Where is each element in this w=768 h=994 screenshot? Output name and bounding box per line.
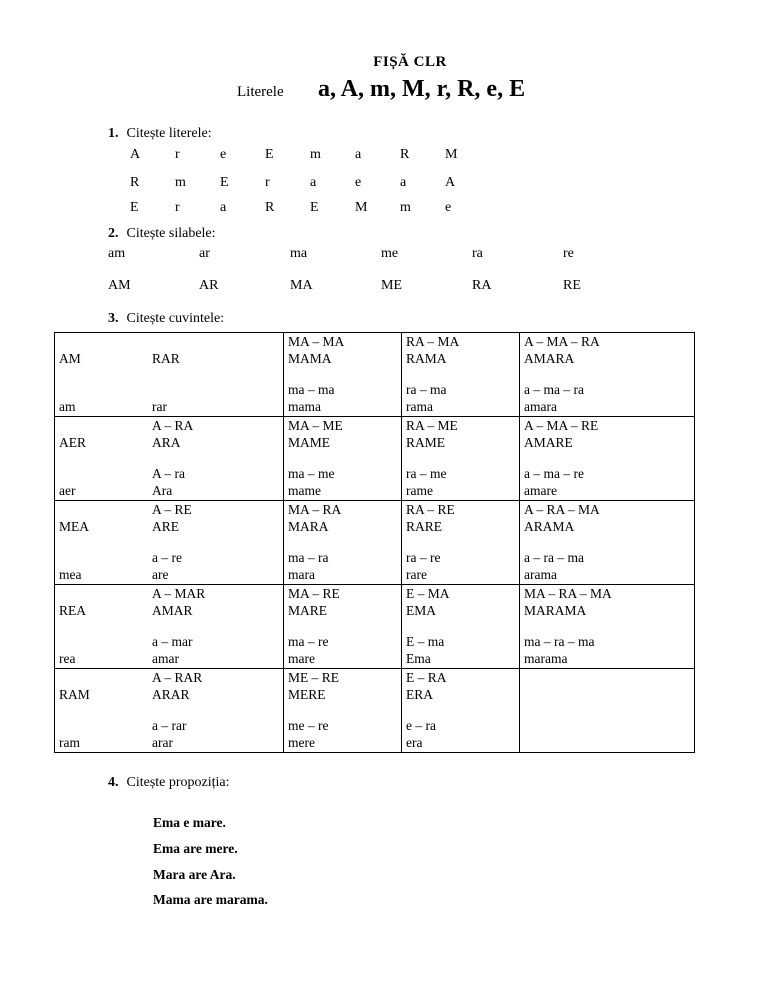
syllable: AR xyxy=(199,278,219,293)
section-4-text: Citește propoziția: xyxy=(126,775,230,790)
cell-line: me – re xyxy=(288,718,329,733)
cell-line: ma – me xyxy=(288,466,335,481)
cell-line: ra – ma xyxy=(406,382,447,397)
cell-line: MAMA xyxy=(288,351,332,366)
sentence: Ema are mere. xyxy=(153,841,238,856)
sentence: Ema e mare. xyxy=(153,815,226,830)
cell-line: MA – RA – MA xyxy=(524,586,612,601)
cell-line: RAR xyxy=(152,351,180,366)
syllable-split-cell xyxy=(148,333,284,417)
cell-line: A – MA – RE xyxy=(524,418,599,433)
letters-row-2 xyxy=(130,175,490,191)
syllable-split-cell xyxy=(148,501,284,585)
letter: m xyxy=(175,175,186,190)
cell-line: A – RE xyxy=(152,502,192,517)
syllable: ar xyxy=(199,246,210,261)
cell-line: ARE xyxy=(152,519,179,534)
word-lower: ram xyxy=(59,735,80,750)
cell-line: A – MA – RA xyxy=(524,334,600,349)
sentence: Mara are Ara. xyxy=(153,867,236,882)
section-1-heading xyxy=(108,126,212,142)
cell-line: RAMA xyxy=(406,351,447,366)
subtitle-label: Literele xyxy=(237,84,284,100)
word-cell xyxy=(55,333,149,417)
syllable-split-cell xyxy=(402,585,520,669)
cell-line: a – ma – re xyxy=(524,466,584,481)
word-upper: AER xyxy=(59,435,86,450)
syllables-upper-row xyxy=(108,278,654,294)
letter: e xyxy=(355,175,362,190)
syllable-split-cell xyxy=(284,501,402,585)
cell-line: arama xyxy=(524,567,557,582)
table-row xyxy=(55,585,695,669)
letter: m xyxy=(400,200,411,215)
word-upper: AM xyxy=(59,351,81,366)
cell-line: ARAMA xyxy=(524,519,575,534)
word-lower: rea xyxy=(59,651,76,666)
cell-line: mere xyxy=(288,735,315,750)
section-3-heading xyxy=(108,311,224,327)
cell-line: MERE xyxy=(288,687,326,702)
cell-line: ARA xyxy=(152,435,181,450)
section-4-heading xyxy=(108,775,230,791)
cell-line: MAME xyxy=(288,435,331,450)
cell-line: ERA xyxy=(406,687,433,702)
syllable-split-cell xyxy=(402,669,520,753)
word-cell xyxy=(55,417,149,501)
letter: E xyxy=(310,200,319,215)
cell-line: ma – ra – ma xyxy=(524,634,595,649)
syllable: ME xyxy=(381,278,402,293)
syllable: am xyxy=(108,246,126,261)
letters-row-1 xyxy=(130,147,490,163)
word-lower: aer xyxy=(59,483,76,498)
cell-line: ma – re xyxy=(288,634,329,649)
syllable: me xyxy=(381,246,399,261)
section-4-number: 4. xyxy=(108,775,119,790)
cell-line: amare xyxy=(524,483,557,498)
table-row xyxy=(55,417,695,501)
cell-line: a – ma – ra xyxy=(524,382,584,397)
letter: E xyxy=(265,147,274,162)
cell-line: mare xyxy=(288,651,315,666)
cell-line: AMAR xyxy=(152,603,193,618)
syllable: ra xyxy=(472,246,483,261)
cell-line: ARAR xyxy=(152,687,190,702)
cell-line: ma – ma xyxy=(288,382,335,397)
word-upper: RAM xyxy=(59,687,90,702)
letter: a xyxy=(310,175,317,190)
letter: E xyxy=(130,200,139,215)
cell-line: marama xyxy=(524,651,568,666)
cell-line: a – re xyxy=(152,550,182,565)
section-2-text: Citește silabele: xyxy=(126,226,216,241)
letter: M xyxy=(445,147,458,162)
letter: a xyxy=(220,200,227,215)
cell-line: A – RA – MA xyxy=(524,502,600,517)
section-3-number: 3. xyxy=(108,311,119,326)
cell-line: rama xyxy=(406,399,433,414)
cell-line: A – RAR xyxy=(152,670,203,685)
cell-line: ME – RE xyxy=(288,670,340,685)
cell-line: rar xyxy=(152,399,167,414)
section-3-text: Citește cuvintele: xyxy=(126,311,225,326)
cell-line: rare xyxy=(406,567,427,582)
letter: R xyxy=(265,200,275,215)
cell-line: are xyxy=(152,567,169,582)
word-upper: MEA xyxy=(59,519,89,534)
table-row xyxy=(55,501,695,585)
cell-line: EMA xyxy=(406,603,436,618)
word-cell xyxy=(55,585,149,669)
cell-line: mame xyxy=(288,483,321,498)
letter: E xyxy=(220,175,229,190)
section-2-heading xyxy=(108,226,216,242)
syllable-split-cell xyxy=(520,333,695,417)
syllable: RA xyxy=(472,278,492,293)
cell-line: AMARE xyxy=(524,435,573,450)
letter: r xyxy=(265,175,270,190)
cell-line: A – RA xyxy=(152,418,194,433)
syllable: MA xyxy=(290,278,313,293)
cell-line: era xyxy=(406,735,423,750)
cell-line: MA – RE xyxy=(288,586,340,601)
cell-line: a – rar xyxy=(152,718,187,733)
cell-line: MA – MA xyxy=(288,334,345,349)
cell-line: mara xyxy=(288,567,315,582)
letter: a xyxy=(400,175,407,190)
cell-line: arar xyxy=(152,735,173,750)
section-1-number: 1. xyxy=(108,126,119,141)
table-row xyxy=(55,333,695,417)
cell-line: RAME xyxy=(406,435,446,450)
syllable-split-cell xyxy=(520,501,695,585)
cell-line: MARAMA xyxy=(524,603,587,618)
letter: A xyxy=(130,147,141,162)
letter: R xyxy=(130,175,140,190)
syllables-lower-row xyxy=(108,246,654,262)
cell-line: mama xyxy=(288,399,321,414)
cell-line: ra – me xyxy=(406,466,447,481)
cell-line: Ema xyxy=(406,651,431,666)
words-table xyxy=(54,332,695,753)
cell-line: ra – re xyxy=(406,550,441,565)
letters-row-3 xyxy=(130,200,490,216)
word-lower: am xyxy=(59,399,76,414)
syllable: AM xyxy=(108,278,131,293)
letter: r xyxy=(175,200,180,215)
cell-line: rame xyxy=(406,483,433,498)
cell-line: AMARA xyxy=(524,351,575,366)
cell-line: RARE xyxy=(406,519,443,534)
cell-line: a – ra – ma xyxy=(524,550,584,565)
syllable-split-cell xyxy=(284,669,402,753)
cell-line: A – MAR xyxy=(152,586,206,601)
syllable-split-cell xyxy=(402,333,520,417)
cell-line: MA – RA xyxy=(288,502,342,517)
word-cell xyxy=(55,501,149,585)
cell-line: MARA xyxy=(288,519,329,534)
cell-line: a – mar xyxy=(152,634,193,649)
letter: e xyxy=(445,200,452,215)
letter: r xyxy=(175,147,180,162)
letter: R xyxy=(400,147,410,162)
syllable: RE xyxy=(563,278,581,293)
section-1-text: Citește literele: xyxy=(126,126,212,141)
syllable-split-cell xyxy=(520,417,695,501)
syllable-split-cell xyxy=(148,669,284,753)
sentence: Mama are marama. xyxy=(153,892,268,907)
letter: a xyxy=(355,147,362,162)
subtitle-letters: a, A, m, M, r, R, e, E xyxy=(318,76,526,102)
word-cell xyxy=(55,669,149,753)
section-2-number: 2. xyxy=(108,226,119,241)
cell-line: E – ma xyxy=(406,634,445,649)
cell-line: RA – MA xyxy=(406,334,460,349)
cell-line: MA – ME xyxy=(288,418,343,433)
syllable: ma xyxy=(290,246,308,261)
syllable-split-cell xyxy=(520,585,695,669)
cell-line: amara xyxy=(524,399,557,414)
syllable-split-cell xyxy=(284,333,402,417)
syllable: re xyxy=(563,246,574,261)
cell-line: E – RA xyxy=(406,670,447,685)
cell-line: amar xyxy=(152,651,179,666)
letter: e xyxy=(220,147,227,162)
cell-line: RA – ME xyxy=(406,418,458,433)
letter: m xyxy=(310,147,321,162)
cell-line: RA – RE xyxy=(406,502,455,517)
table-row xyxy=(55,669,695,753)
syllable-split-cell xyxy=(284,585,402,669)
cell-line: e – ra xyxy=(406,718,436,733)
letter: A xyxy=(445,175,456,190)
word-upper: REA xyxy=(59,603,86,618)
letter: M xyxy=(355,200,368,215)
syllable-split-cell xyxy=(402,417,520,501)
syllable-split-cell xyxy=(148,417,284,501)
cell-line: Ara xyxy=(152,483,173,498)
word-lower: mea xyxy=(59,567,82,582)
cell-line: A – ra xyxy=(152,466,185,481)
syllable-split-cell xyxy=(284,417,402,501)
syllable-split-cell xyxy=(402,501,520,585)
cell-line: MARE xyxy=(288,603,328,618)
worksheet-title: FIȘĂ CLR xyxy=(373,54,447,70)
syllable-split-cell xyxy=(148,585,284,669)
cell-line: ma – ra xyxy=(288,550,329,565)
cell-line: E – MA xyxy=(406,586,450,601)
syllable-split-cell xyxy=(520,669,695,753)
